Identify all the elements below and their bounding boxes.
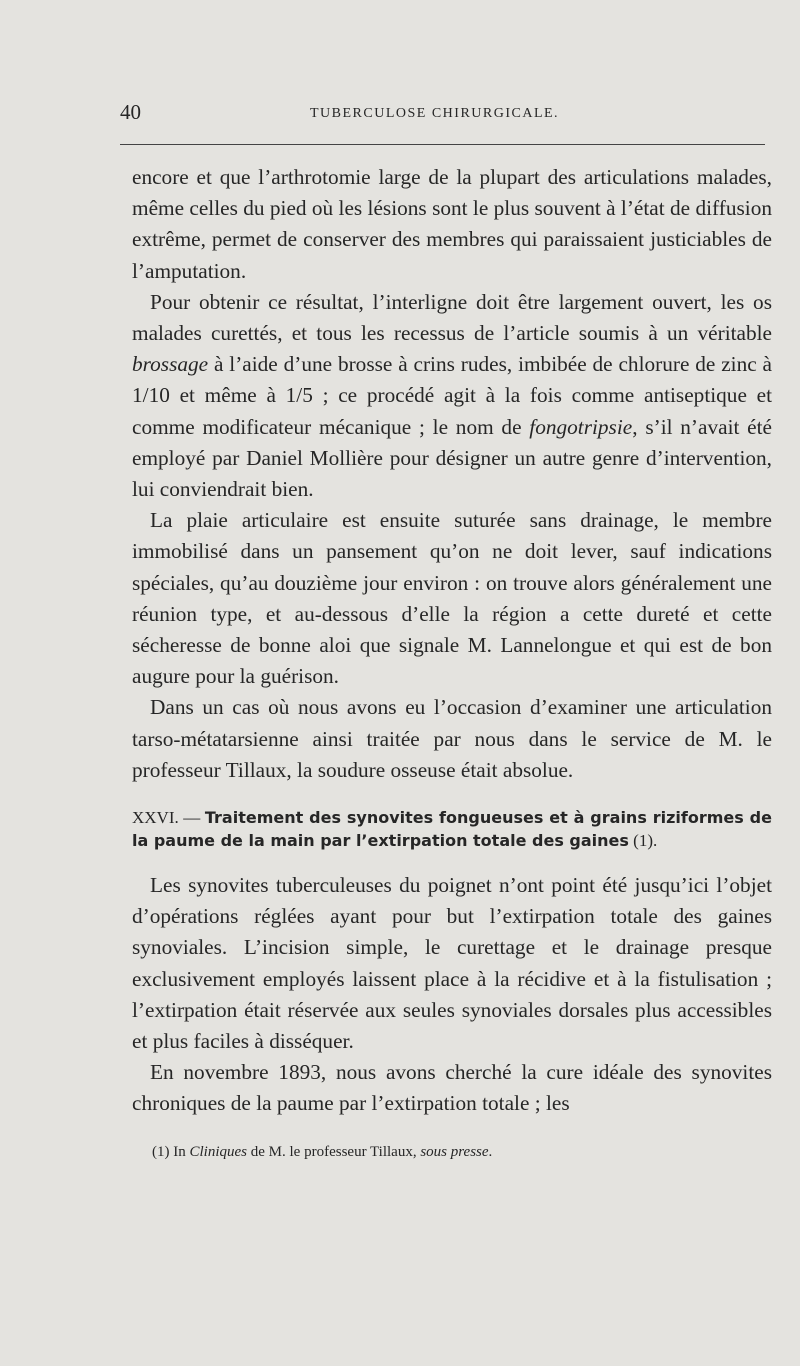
paragraph <box>132 870 772 1057</box>
paragraph <box>132 505 772 692</box>
footnote-middle: de M. le professeur Tillaux, <box>247 1143 421 1160</box>
text-run: Les synovites tuberculeuses du poignet n’ont point été jusqu’ici l’objet d’opérations réglées ayant pour but l’extirpation totale des gaines synoviales. L’incision simple, le curettage et le drainage presque exclusivement employés laissent place à la récidive et à la fistulisation ; l’extirpation était réservée aux seules synoviales dorsales plus accessibles et plus faciles à disséquer. <box>132 873 772 1054</box>
section-number: XXVI. — <box>132 808 205 828</box>
emphasized-term: fongotripsie <box>529 414 633 439</box>
text-run: Pour obtenir ce résultat, l’interligne doit être largement ouvert, les os malades curettés, et tous les recessus de l’article soumis à un véritable <box>132 289 772 346</box>
paragraph <box>132 1057 772 1119</box>
paragraph <box>132 287 772 505</box>
text-run: , s’il n’avait été employé par Daniel Mollière pour désigner un autre genre d’intervention, lui conviendrait bien. <box>132 414 772 502</box>
body-text <box>132 162 772 1162</box>
section-heading <box>132 806 772 852</box>
section-title: Traitement des synovites fongueuses et à grains riziformes de la paume de la main par l’extirpation totale des gaines <box>132 808 772 851</box>
page-header <box>120 100 780 130</box>
text-run: encore et que l’arthrotomie large de la plupart des articulations malades, même celles du pied où les lésions sont le plus souvent à l’état de diffusion extrême, permet de conserver des membres qui paraissaient justiciables de l’amputation. <box>132 165 772 283</box>
footnote-end: . <box>488 1143 493 1160</box>
emphasized-term: brossage <box>132 352 209 377</box>
page-number: 40 <box>120 100 141 124</box>
paragraph-group-2 <box>132 870 772 1120</box>
text-run: Dans un cas où nous avons eu l’occasion d’examiner une articulation tarso-métatarsienne ainsi traitée par nous dans le service de M. le professeur Tillaux, la soudure osseuse était absolue. <box>132 695 772 782</box>
header-rule <box>120 144 765 145</box>
paragraph <box>132 162 772 287</box>
footnote <box>132 1142 772 1162</box>
paragraph <box>132 692 772 786</box>
paragraph-group-1 <box>132 162 772 786</box>
footnote-source: Cliniques <box>189 1143 248 1160</box>
running-title: TUBERCULOSE CHIRURGICALE. <box>310 106 560 121</box>
footnote-marker: (1) In <box>152 1143 190 1160</box>
text-run: La plaie articulaire est ensuite suturée sans drainage, le membre immobilisé dans un pansement qu’on ne doit lever, sauf indications spéciales, qu’au douzième jour environ : on trouve alors généralement une réunion type, et au-dessous d’elle la région a cette dureté et cette sécheresse de bonne aloi que signale M. Lannelongue et qui est de bon augure pour la guérison. <box>132 508 772 689</box>
footnote-status: sous presse <box>420 1143 489 1160</box>
text-run: En novembre 1893, nous avons cherché la cure idéale des synovites chroniques de la paume par l’extirpation totale ; les <box>132 1060 772 1116</box>
footnote-reference: (1). <box>628 831 658 851</box>
text-run: à l’aide d’une brosse à crins rudes, imbibée de chlorure de zinc à 1/10 et même à 1/5 ; ce procédé agit à la fois comme antiseptique et comme modificateur mécanique ; le nom de <box>132 352 772 439</box>
